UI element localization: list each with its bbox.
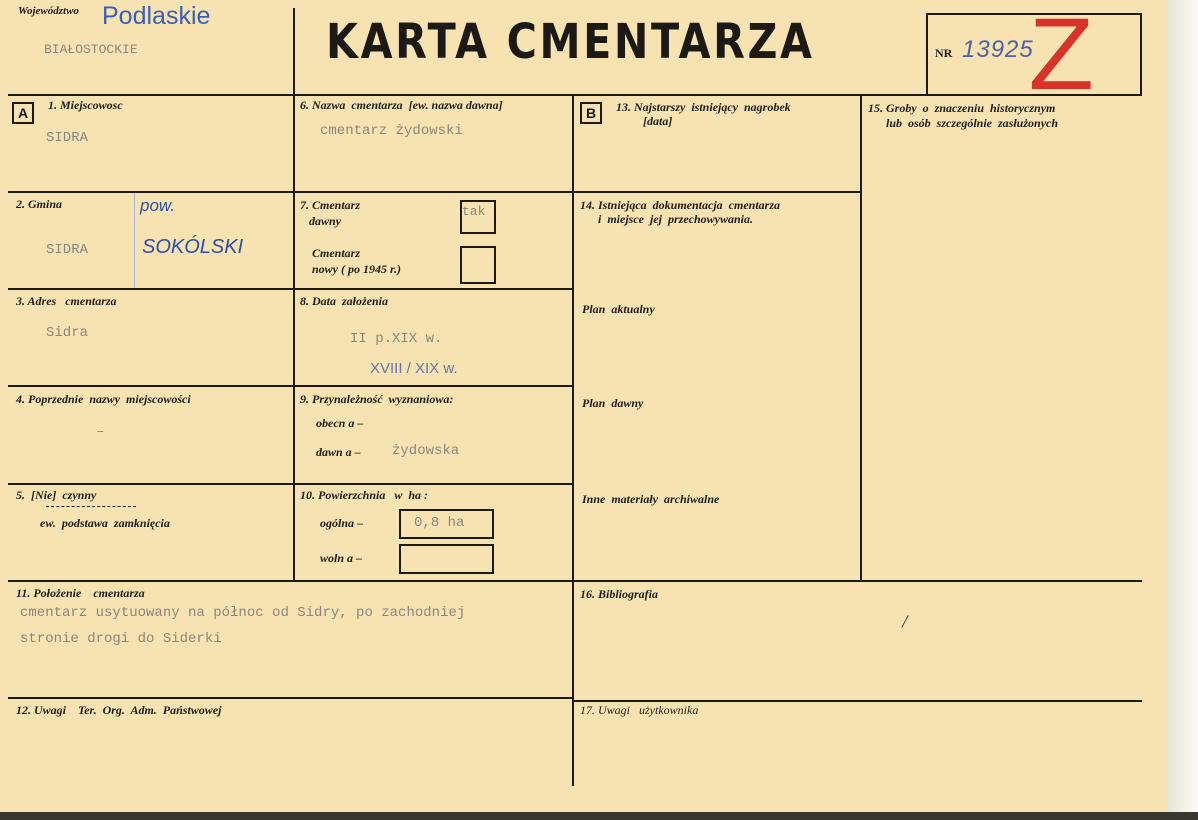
czynny-underline bbox=[46, 505, 136, 507]
nowy-checkbox bbox=[460, 246, 496, 284]
row-rule-5 bbox=[8, 580, 1142, 582]
gmina-powiat-divider bbox=[134, 193, 135, 288]
uwagi-uzytkownika-label: 17. Uwagi użytkownika bbox=[580, 703, 699, 717]
card-title: KARTA CMENTARZA bbox=[326, 14, 815, 70]
wojewodztwo-label: Województwo bbox=[18, 5, 79, 17]
polozenie-label: 11. Położenie cmentarza bbox=[16, 586, 145, 600]
inne-materialy-label: Inne materiały archiwalne bbox=[582, 492, 720, 506]
dawna-value: żydowska bbox=[392, 443, 460, 459]
dawna-label: dawn a – bbox=[316, 445, 361, 459]
nagrobek-label: 13. Najstarszy istniejący nagrobek [data] bbox=[616, 100, 791, 128]
nazwa-value: cmentarz żydowski bbox=[320, 123, 463, 139]
plan-aktualny-label: Plan aktualny bbox=[582, 302, 655, 316]
row-rule-3 bbox=[8, 385, 573, 387]
groby-label: 15. Groby o znaczeniu historycznym lub osób szczególnie zasłużonych bbox=[868, 101, 1059, 130]
gmina-value: SIDRA bbox=[46, 242, 89, 258]
nr-value: 13925 bbox=[962, 36, 1034, 63]
dawny-label: 7. Cmentarz dawny bbox=[300, 198, 361, 228]
section-a-badge: A bbox=[12, 102, 34, 124]
wojewodztwo-stamp: Podlaskie bbox=[102, 2, 211, 30]
column-c-divider bbox=[860, 94, 862, 581]
obecna-label: obecn a – bbox=[316, 416, 364, 430]
row-rule-2 bbox=[8, 288, 573, 290]
miejscowosc-value: SIDRA bbox=[46, 130, 89, 146]
scan-bottom-edge bbox=[0, 812, 1198, 820]
column-a-divider bbox=[293, 94, 295, 581]
adres-label: 3. Adres cmentarza bbox=[16, 294, 117, 308]
poprzednie-nazwy-value: – bbox=[96, 424, 105, 440]
page-edge bbox=[1168, 0, 1198, 820]
data-zalozenia-label: 8. Data założenia bbox=[300, 294, 389, 308]
dokumentacja-label: 14. Istniejąca dokumentacja cmentarza i miejsce jej przechowywania. bbox=[580, 198, 781, 226]
header-rule bbox=[8, 94, 1142, 96]
powiat-handwritten: SOKÓLSKI bbox=[142, 236, 244, 258]
bibliografia-label: 16. Bibliografia bbox=[580, 587, 659, 601]
data-zalozenia-handwritten: XVIII / XIX w. bbox=[370, 360, 458, 377]
nr-box-right bbox=[1140, 13, 1142, 96]
przynaleznosc-label: 9. Przynależność wyznaniowa: bbox=[300, 392, 454, 406]
polozenie-line-1: cmentarz usytuowany na północ od Sidry, po zachodniej bbox=[20, 605, 466, 621]
wolna-label: woln a – bbox=[320, 551, 363, 565]
ogolna-value: 0,8 ha bbox=[414, 515, 465, 531]
dawny-value: tak bbox=[462, 204, 486, 219]
row-rule-1 bbox=[8, 191, 861, 193]
nowy-label: Cmentarz nowy ( po 1945 r.) bbox=[312, 246, 402, 276]
miejscowosc-label: 1. Miejscowosc bbox=[48, 98, 123, 112]
old-voivodeship: BIAŁOSTOCKIE bbox=[44, 42, 138, 57]
pencil-tick bbox=[901, 615, 908, 628]
data-zalozenia-value: II p.XIX w. bbox=[350, 331, 443, 347]
gmina-label: 2. Gmina bbox=[16, 197, 63, 211]
row-rule-7 bbox=[572, 700, 1142, 702]
adres-value: Sidra bbox=[46, 325, 89, 341]
row-rule-6 bbox=[8, 697, 573, 699]
poprzednie-nazwy-label: 4. Poprzednie nazwy miejscowości bbox=[16, 392, 191, 406]
nr-label: NR bbox=[935, 46, 953, 60]
powierzchnia-label: 10. Powierzchnia w ha : bbox=[300, 488, 429, 502]
header-divider bbox=[293, 8, 295, 96]
category-mark: Z bbox=[1028, 0, 1094, 111]
uwagi-label: 12. Uwagi Ter. Org. Adm. Państwowej bbox=[16, 703, 222, 717]
row-rule-4 bbox=[8, 483, 573, 485]
pow-handwritten: pow. bbox=[140, 196, 175, 215]
polozenie-line-2: stronie drogi do Siderki bbox=[20, 631, 222, 647]
wolna-box bbox=[399, 544, 494, 574]
plan-dawny-label: Plan dawny bbox=[582, 396, 644, 410]
section-b-badge: B bbox=[580, 102, 602, 124]
column-b-divider bbox=[572, 94, 574, 786]
zamkniecie-label: ew. podstawa zamknięcia bbox=[40, 516, 170, 530]
nazwa-label: 6. Nazwa cmentarza [ew. nazwa dawna] bbox=[300, 98, 503, 112]
nr-box-left bbox=[926, 13, 928, 96]
czynny-label: 5. [Nie] czynny bbox=[16, 488, 97, 502]
ogolna-label: ogólna – bbox=[320, 516, 364, 530]
